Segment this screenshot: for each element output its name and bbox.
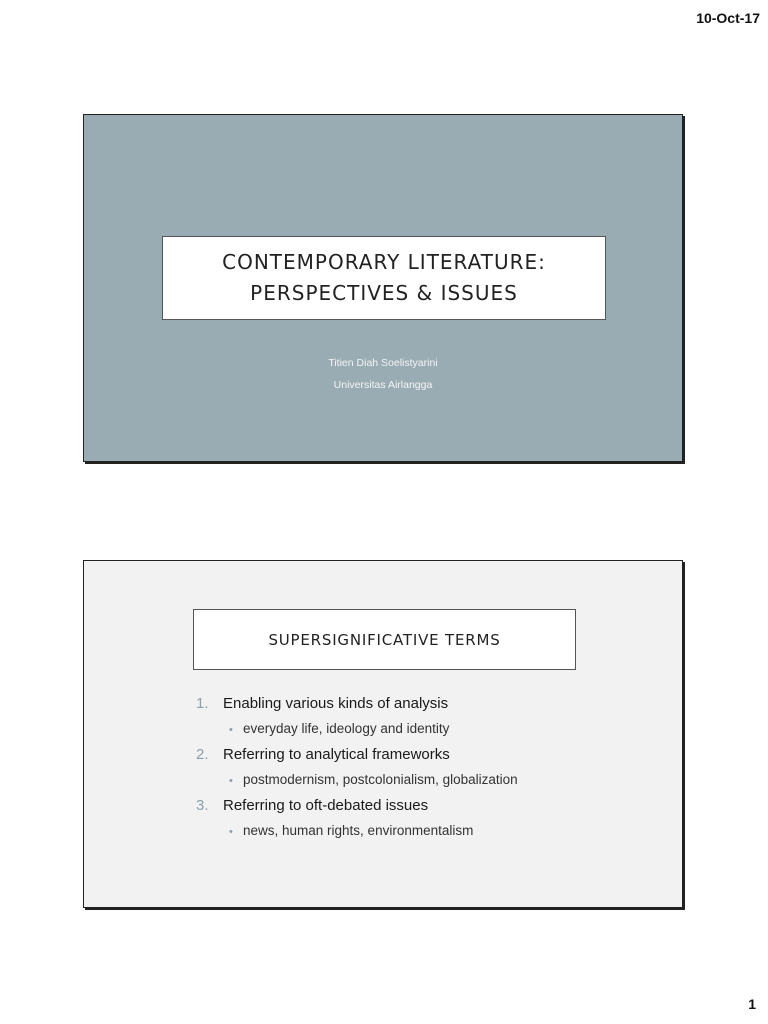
slide-heading: SUPERSIGNIFICATIVE TERMS (268, 630, 501, 649)
sub-item-text: postmodernism, postcolonialism, globalization (243, 772, 518, 787)
page-date: 10-Oct-17 (696, 10, 760, 26)
item-label: Referring to oft-debated issues (223, 797, 429, 814)
item-number: 2. (196, 746, 209, 763)
bullet-icon: • (229, 775, 233, 787)
author-affiliation: Universitas Airlangga (333, 379, 433, 391)
item-number: 3. (196, 797, 209, 814)
title-slide (83, 114, 683, 462)
sub-item (196, 823, 666, 848)
list-item (196, 695, 666, 721)
sub-item-text: news, human rights, environmentalism (243, 823, 474, 838)
item-label: Referring to analytical frameworks (223, 746, 450, 763)
author-name: Titien Diah Soelistyarini (328, 357, 438, 369)
terms-list (196, 695, 666, 848)
item-label: Enabling various kinds of analysis (223, 695, 449, 712)
sub-item-text: everyday life, ideology and identity (243, 721, 450, 736)
list-item (196, 797, 666, 823)
sub-item (196, 721, 666, 746)
title-line-1: CONTEMPORARY LITERATURE: (222, 250, 546, 274)
bullet-icon: • (229, 724, 233, 736)
bullet-icon: • (229, 826, 233, 838)
page-number: 1 (748, 996, 756, 1012)
sub-item (196, 772, 666, 797)
title-line-2: PERSPECTIVES & ISSUES (250, 281, 518, 305)
title-box (162, 236, 606, 320)
list-item (196, 746, 666, 772)
terms-slide (83, 560, 683, 908)
heading-box (193, 609, 576, 670)
item-number: 1. (196, 695, 209, 712)
